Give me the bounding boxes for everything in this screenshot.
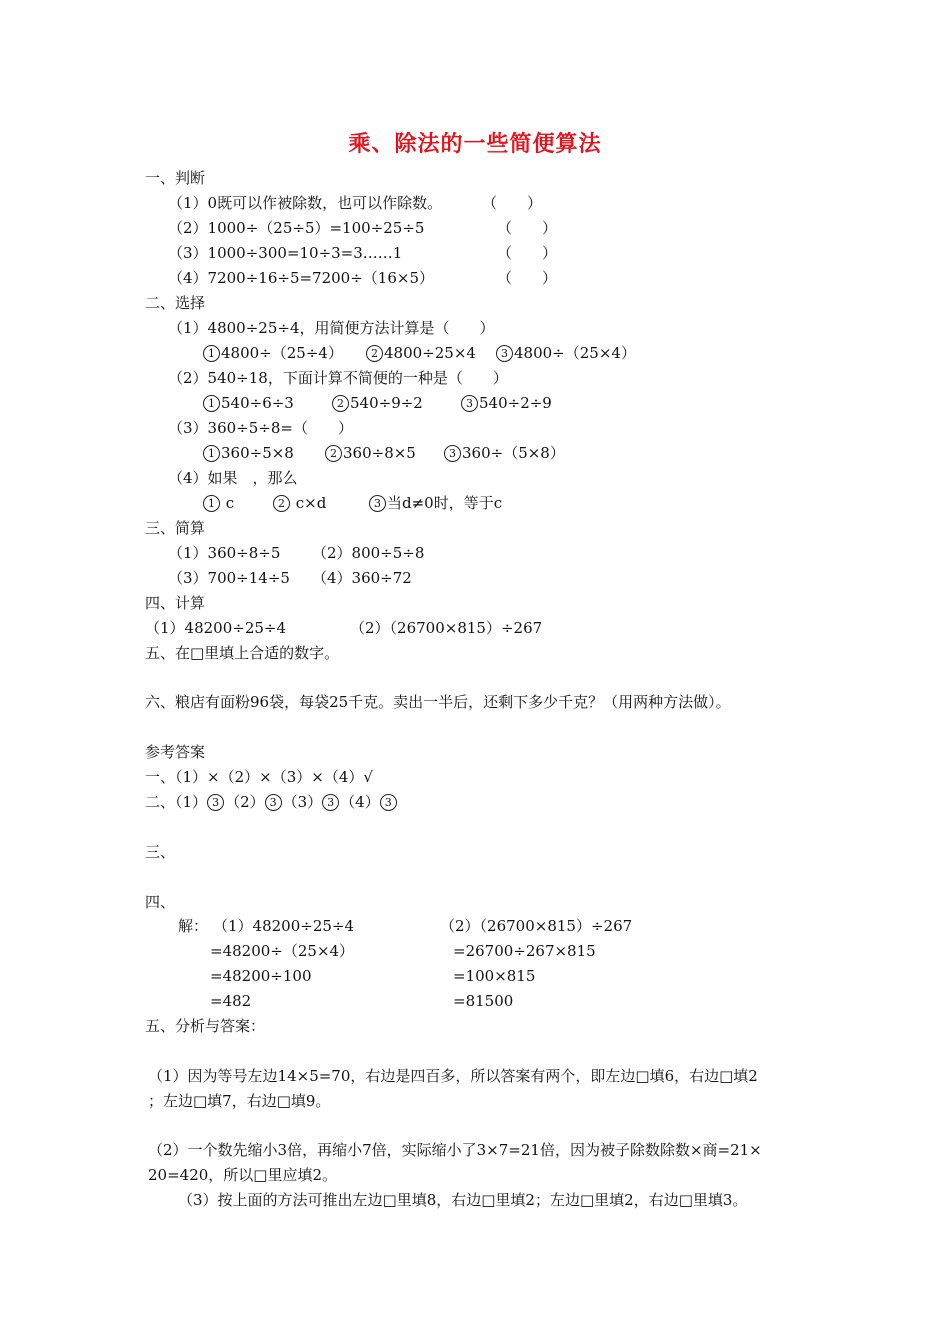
choice-option: 1 c — [203, 493, 234, 513]
calc-item: （1）48200÷25÷4 — [145, 619, 287, 637]
analysis-paragraph-2-cont: 20=420，所以□里应填2。 — [148, 1166, 338, 1184]
circled-number-icon: 2 — [366, 345, 383, 362]
solution-right-line: （2）（26700×815）÷267 — [440, 917, 633, 935]
calc-item: （2）（26700×815）÷267 — [350, 619, 543, 637]
choice-option: 1 360÷5×8 — [203, 443, 294, 463]
judge-item-3: （3）1000÷300=10÷3=3……1 — [168, 244, 403, 262]
simplify-item: （2）800÷5÷8 — [312, 544, 425, 562]
choice-option: 3 540÷2÷9 — [461, 393, 552, 413]
analysis-paragraph-2: （2）一个数先缩小3倍，再缩小7倍，实际缩小了3×7=21倍，因为被子除数除数×商=21× — [148, 1141, 762, 1159]
answer-simplify-heading: 三、 — [145, 843, 176, 861]
solution-left-line: =48200÷100 — [210, 967, 312, 985]
choice-option: 3 4800÷（25×4） — [496, 343, 636, 363]
section-fill-heading: 五、在□里填上合适的数字。 — [145, 644, 340, 662]
circled-number-icon: 3 — [444, 445, 461, 462]
answer-judge: 一、（1）×（2）×（3）×（4）√ — [145, 768, 373, 786]
choice-option: 3 当d≠0时，等于c — [369, 493, 502, 513]
answers-heading: 参考答案 — [145, 743, 206, 761]
judge-paren-4: （ ） — [497, 269, 558, 287]
page-title: 乘、除法的一些简便算法 — [348, 131, 602, 157]
choice-question-1: （1）4800÷25÷4，用简便方法计算是（ ） — [168, 319, 495, 337]
answer-choice: 二、（1） 3 （2） 3 （3） 3 （4） 3 — [145, 792, 398, 812]
judge-paren-3: （ ） — [497, 244, 558, 262]
solution-right-line: =26700÷267×815 — [453, 942, 596, 960]
circled-number-icon: 1 — [203, 445, 220, 462]
circled-number-icon: 2 — [332, 395, 349, 412]
choice-option: 2 4800÷25×4 — [366, 343, 476, 363]
choice-option: 1 540÷6÷3 — [203, 393, 294, 413]
answer-fill-heading: 五、分析与答案： — [145, 1017, 266, 1035]
solution-right-line: =100×815 — [453, 967, 536, 985]
analysis-paragraph-3: （3）按上面的方法可推出左边□里填8，右边□里填2；左边□里填2，右边□里填3。 — [178, 1191, 748, 1209]
judge-paren-2: （ ） — [497, 219, 558, 237]
circled-number-icon: 3 — [496, 345, 513, 362]
circled-number-icon: 3 — [369, 495, 386, 512]
simplify-item: （4）360÷72 — [312, 569, 412, 587]
solution-left-line: （1）48200÷25÷4 — [213, 917, 355, 935]
answer-calc-heading: 四、 — [145, 893, 176, 911]
circled-number-icon: 2 — [273, 495, 290, 512]
judge-item-1: （1）0既可以作被除数，也可以作除数。 — [168, 194, 443, 212]
section-simplify-heading: 三、简算 — [145, 519, 206, 537]
analysis-paragraph-1-cont: ；左边□填7，右边□填9。 — [148, 1092, 331, 1110]
choice-question-2: （2）540÷18，下面计算不简便的一种是（ ） — [168, 369, 508, 387]
choice-option: 3 360÷（5×8） — [444, 443, 565, 463]
choice-question-4: （4）如果 ，那么 — [168, 469, 298, 487]
choice-option: 2 540÷9÷2 — [332, 393, 423, 413]
circled-number-icon: 2 — [325, 445, 342, 462]
section-judge-heading: 一、判断 — [145, 169, 206, 187]
circled-number-icon: 1 — [203, 345, 220, 362]
choice-option: 2 c×d — [273, 493, 326, 513]
circled-number-icon: 3 — [207, 794, 224, 811]
choice-option: 2 360÷8×5 — [325, 443, 416, 463]
section-word-problem: 六、粮店有面粉96袋，每袋25千克。卖出一半后，还剩下多少千克？（用两种方法做）。 — [145, 693, 731, 711]
circled-number-icon: 3 — [461, 395, 478, 412]
choice-question-3: （3）360÷5÷8=（ ） — [168, 419, 353, 437]
judge-item-4: （4）7200÷16÷5=7200÷（16×5） — [168, 269, 434, 287]
section-choice-heading: 二、选择 — [145, 294, 206, 312]
solution-left-line: =482 — [210, 992, 252, 1010]
circled-number-icon: 3 — [380, 794, 397, 811]
simplify-item: （1）360÷8÷5 — [168, 544, 281, 562]
circled-number-icon: 3 — [322, 794, 339, 811]
circled-number-icon: 3 — [265, 794, 282, 811]
judge-paren-1: （ ） — [482, 194, 543, 212]
solution-left-line: =48200÷（25×4） — [210, 942, 355, 960]
judge-item-2: （2）1000÷（25÷5）=100÷25÷5 — [168, 219, 425, 237]
choice-option: 1 4800÷（25÷4） — [203, 343, 343, 363]
solution-label: 解： — [178, 917, 209, 935]
simplify-item: （3）700÷14÷5 — [168, 569, 290, 587]
analysis-paragraph-1: （1）因为等号左边14×5=70，右边是四百多，所以答案有两个，即左边□填6，右边□填2 — [148, 1067, 758, 1085]
solution-right-line: =81500 — [453, 992, 514, 1010]
circled-number-icon: 1 — [203, 495, 220, 512]
section-calc-heading: 四、计算 — [145, 594, 206, 612]
circled-number-icon: 1 — [203, 395, 220, 412]
